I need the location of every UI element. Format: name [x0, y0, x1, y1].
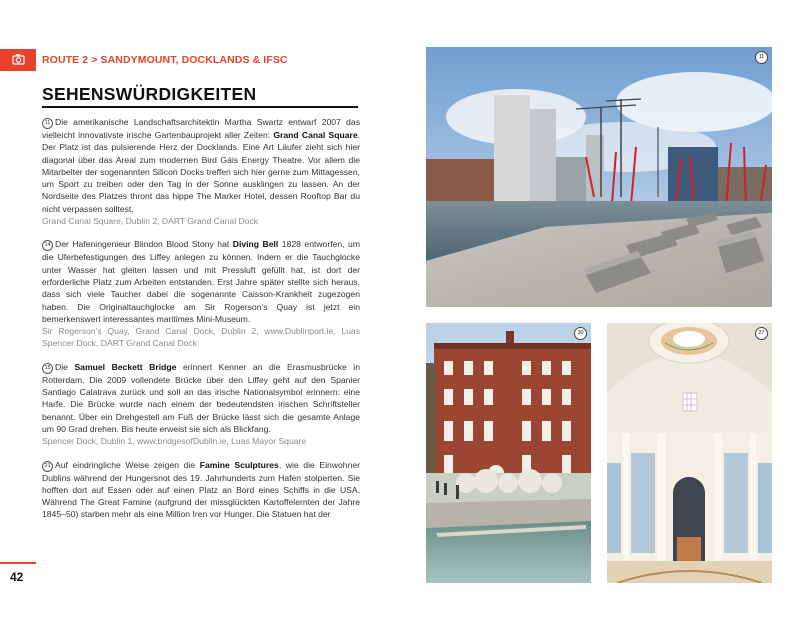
entry-number: 21	[42, 461, 53, 472]
entry-text: Auf eindringliche Weise zeigen die	[55, 459, 200, 470]
photo-georgian-house	[426, 323, 591, 583]
entry-address: Sir Rogerson’s Quay, Grand Canal Dock, Dublin 2, www.Dublinport.ie, Luas Spencer Dock, DART Grand Canal Dock	[42, 326, 360, 349]
page-title: SEHENSWÜRDIGKEITEN	[42, 84, 257, 104]
photo-badge: 30	[574, 327, 587, 340]
domed-interior-image	[607, 323, 772, 583]
camera-tab	[0, 49, 36, 71]
entry-grand-canal-square	[42, 116, 360, 227]
page-number: 42	[10, 570, 24, 584]
photo-badge: 27	[755, 327, 768, 340]
entry-text: Die	[55, 361, 75, 372]
route-breadcrumb: ROUTE 2 > SANDYMOUNT, DOCKLANDS & IFSC	[42, 54, 288, 66]
georgian-house-image	[426, 323, 591, 583]
entry-text: Die amerikanische Landschaftsarchitektin Martha Swartz entwarf 2007 das vielleicht innovativste irische Gartenbauprojekt aller Zeiten:	[42, 117, 360, 140]
photo-badge: 11	[755, 51, 768, 64]
entry-name: Samuel Beckett Bridge	[74, 361, 177, 372]
entry-text: erinnert Kenner an die Erasmusbrücke in Rotterdam. Die 2009 vollendete Brücke über den Liffey geht auf den Spanier Santiago Calatrava zurück und soll an das irische Nationalsymbol erinnern: eine Harfe. Die Brücke wurde nach einem der bedeutendsten irischen Schriftsteller benannt. Über ein Drehgestell am Fuß der Brücke lässt sich die gesamte Anlage um 90 Grad drehen. Bis heute erweist sie sich als Blickfang.	[42, 361, 360, 434]
entry-samuel-beckett-bridge	[42, 361, 360, 448]
text-column	[42, 116, 360, 532]
entry-address: Grand Canal Square, Dublin 2, DART Grand Canal Dock	[42, 216, 259, 227]
camera-icon	[12, 53, 25, 65]
entry-text: 1828 entworfen, um die Uferbefestigungen des Liffey anlegen zu können. Indem er die Tauchglocke unter Wasser hat gleiten lassen und mit Pressluft gefüllt hat, ist dort der erforderliche Platz zum Arbeiten entstanden. Erst Jahre später stellte sich heraus, dass sich viele Taucher dabei die sogenannte Caisson-Krankheit zugezogen haben. Die Originaltauchglocke am Sir Rogerson’s Quay ist jetzt ein bemerkenswert interessantes maritimes Mini-Museum.	[42, 239, 360, 324]
photo-domed-interior	[607, 323, 772, 583]
entry-number: 11	[42, 118, 53, 129]
entry-number: 14	[42, 240, 53, 251]
entry-name: Diving Bell	[232, 239, 279, 250]
entry-address: Spencer Dock, Dublin 1, www.bridgesofDublin.ie, Luas Mayor Square	[42, 436, 307, 447]
entry-text: Der Hafeningenieur Blindon Blood Stony hat	[55, 239, 233, 250]
entry-text: . Der Platz ist das pulsierende Herz der Docklands. Eine Art Läufer zieht sich hier diagonal über das Areal zum modernen Bird Gáis Energy Theatre. Vor allem die Mitarbeiter der sogenannten Silicon Docks treffen sich hier gerne zum Mittagessen, um Sport zu treiben oder den Tag in der Sonne ausklingen zu lassen. An der Nordseite des Platzes thront das hippe The Marker Hotel, dessen Rooftop Bar du nicht verpassen solltest.	[42, 130, 360, 214]
entry-name: Famine Sculptures	[199, 459, 279, 470]
entry-number: 15	[42, 363, 53, 374]
title-rule	[42, 106, 358, 108]
entry-name: Grand Canal Square	[273, 130, 358, 140]
grand-canal-square-image	[426, 47, 772, 307]
entry-famine-sculptures	[42, 459, 360, 521]
entry-text: , wie die Einwohner Dublins während der Hungersnot des 19. Jahrhunderts zum Hafen stolperten. Sie hofften dort auf Essen oder auf einen Platz an Bord eines Schiffs in die USA. Während The Great Famine (aufgrund der missglückten Kartoffelernten der Jahre 1845–50) starben mehr als eine Million Iren vor Hunger. Die Statuen hat der	[42, 459, 360, 520]
page-number-rule	[0, 562, 36, 564]
entry-diving-bell	[42, 238, 360, 349]
photo-grand-canal-square	[426, 47, 772, 307]
